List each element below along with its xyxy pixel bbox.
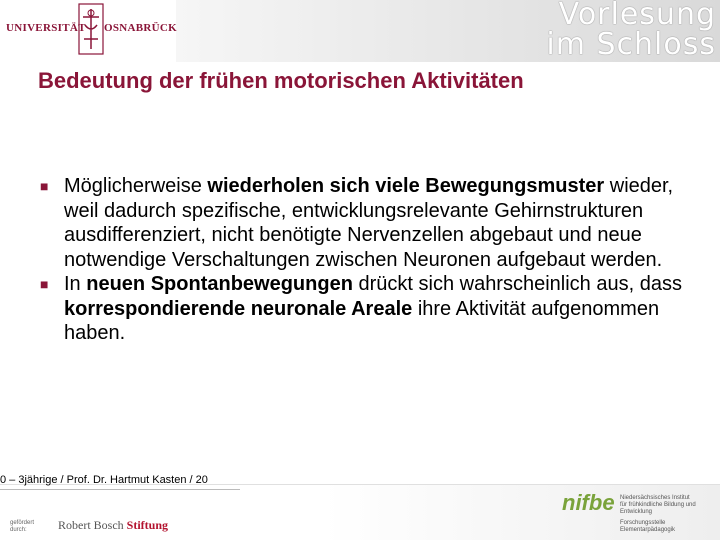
bullet-emphasis: korrespondierende neuronale Areale [64, 297, 413, 320]
bullet-emphasis: neuen Spontanbewegungen [86, 273, 353, 295]
nifbe-line: Forschungsstelle [620, 520, 666, 526]
sponsor-note-line: gefördert [10, 520, 35, 526]
nifbe-subunit [620, 520, 675, 534]
sponsor-note-line: durch: [10, 527, 27, 533]
university-name-right: OSNABRÜCK [104, 22, 177, 34]
nifbe-line: Niedersächsisches Institut [620, 495, 690, 501]
nifbe-line: Elementarpädagogik [620, 527, 676, 533]
bullet-emphasis: wiederholen sich viele Bewegungsmuster [207, 175, 605, 197]
bullet-square-icon: ■ [40, 276, 49, 292]
lecture-series-title [546, 0, 716, 60]
sponsor-name: Robert Bosch [58, 518, 124, 532]
slide-title: Bedeutung der frühen motorischen Aktivitäten [38, 68, 524, 93]
series-line-1: Vorlesung [558, 0, 716, 32]
bullet-text: drückt sich wahrscheinlich aus, dass [352, 273, 682, 295]
sponsor-name-bold: Stiftung [126, 518, 169, 532]
sponsor-note [10, 520, 34, 534]
bullet-text: In [64, 273, 87, 295]
slide-body [38, 174, 688, 346]
bullet-point [38, 272, 688, 346]
nifbe-logo: nifbe [562, 490, 615, 515]
university-logo [0, 0, 176, 62]
bullet-point [38, 174, 688, 272]
nifbe-description [620, 495, 720, 516]
footer-underline [0, 489, 240, 490]
nifbe-line: für frühkindliche Bildung und Entwicklung [620, 502, 696, 515]
university-crest-icon [78, 3, 104, 55]
bullet-text: wieder, weil dadurch spezifische, entwicklungsrelevante Gehirnstrukturen ausdifferenziert, nicht benötigte Nervenzellen abgebaut und neue notwendige Verschaltungen zwischen Neuronen aufgebaut werden. [64, 175, 674, 271]
footer-caption: 0 – 3jährige / Prof. Dr. Hartmut Kasten / 20 [0, 474, 208, 486]
bullet-square-icon: ■ [40, 178, 49, 194]
bullet-text: Möglicherweise [64, 175, 208, 197]
bullet-text: ihre Aktivität aufgenommen haben. [64, 297, 660, 344]
series-line-2: im Schloss [546, 27, 716, 62]
sponsor-logo [58, 518, 168, 533]
university-name-left: UNIVERSITÄT [6, 22, 86, 34]
slide-header [0, 0, 720, 62]
